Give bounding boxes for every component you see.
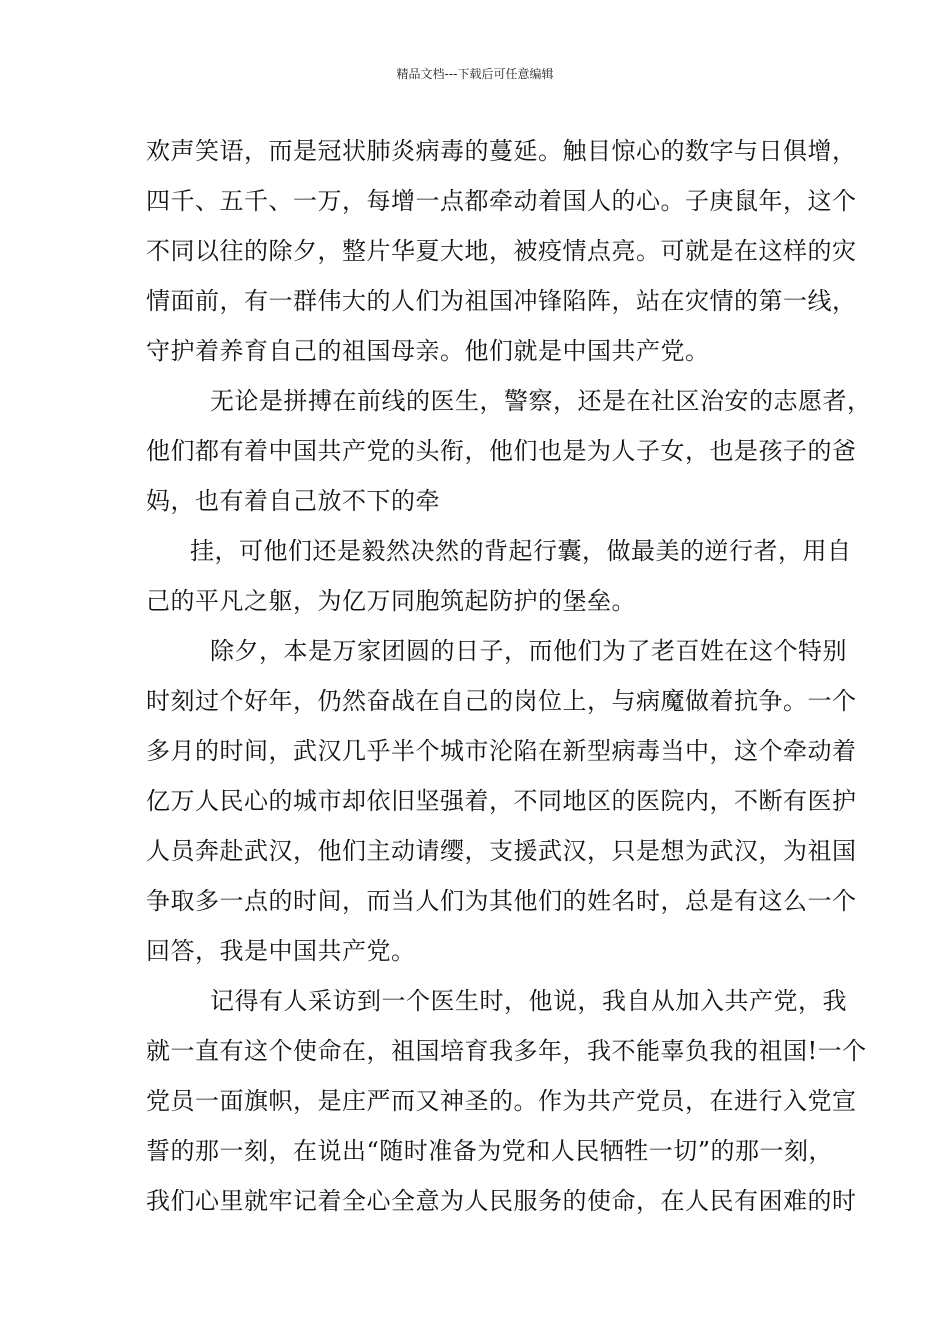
text-line: 人员奔赴武汉，他们主动请缨，支援武汉，只是想为武汉，为祖国 — [146, 837, 857, 865]
text-line: 争取多一点的时间，而当人们为其他们的姓名时，总是有这么一个 — [146, 887, 857, 915]
text-line: 四千、五千、一万，每增一点都牵动着国人的心。子庚鼠年，这个 — [146, 187, 857, 215]
text-line: 守护着养育自己的祖国母亲。他们就是中国共产党。 — [146, 337, 710, 365]
text-line: 时刻过个好年，仍然奋战在自己的岗位上，与病魔做着抗争。一个 — [146, 687, 857, 715]
text-line: 就一直有这个使命在，祖国培育我多年，我不能辜负我的祖国!一个 — [146, 1037, 867, 1065]
text-line: 党员一面旗帜，是庄严而又神圣的。作为共产党员，在进行入党宣 — [146, 1087, 857, 1115]
text-line: 情面前，有一群伟大的人们为祖国冲锋陷阵，站在灾情的第一线， — [146, 287, 857, 315]
text-line: 不同以往的除夕，整片华夏大地，被疫情点亮。可就是在这样的灾 — [146, 237, 857, 265]
text-line: 妈，也有着自己放不下的牵 — [146, 487, 440, 515]
text-line: 多月的时间，武汉几乎半个城市沦陷在新型病毒当中，这个牵动着 — [146, 737, 857, 765]
text-line: 他们都有着中国共产党的头衔，他们也是为人子女，也是孩子的爸 — [146, 437, 857, 465]
text-line: 己的平凡之躯，为亿万同胞筑起防护的堡垒。 — [146, 587, 636, 615]
text-line: 记得有人采访到一个医生时，他说，我自从加入共产党，我 — [210, 987, 847, 1015]
text-line: 亿万人民心的城市却依旧坚强着，不同地区的医院内，不断有医护 — [146, 787, 857, 815]
document-body — [146, 126, 872, 1226]
text-line: 挂，可他们还是毅然决然的背起行囊，做最美的逆行者，用自 — [190, 537, 852, 565]
text-line: 欢声笑语，而是冠状肺炎病毒的蔓延。触目惊心的数字与日俱增， — [146, 137, 857, 165]
text-line: 无论是拼搏在前线的医生，警察，还是在社区治安的志愿者， — [210, 387, 872, 415]
text-line: 我们心里就牢记着全心全意为人民服务的使命，在人民有困难的时 — [146, 1187, 857, 1215]
text-line: 除夕，本是万家团圆的日子，而他们为了老百姓在这个特别 — [210, 637, 847, 665]
text-line: 誓的那一刻，在说出“随时准备为党和人民牺牲一切”的那一刻， — [146, 1137, 834, 1165]
text-line: 回答，我是中国共产党。 — [146, 937, 416, 965]
page-header: 精品文档---下载后可任意编辑 — [396, 67, 554, 81]
